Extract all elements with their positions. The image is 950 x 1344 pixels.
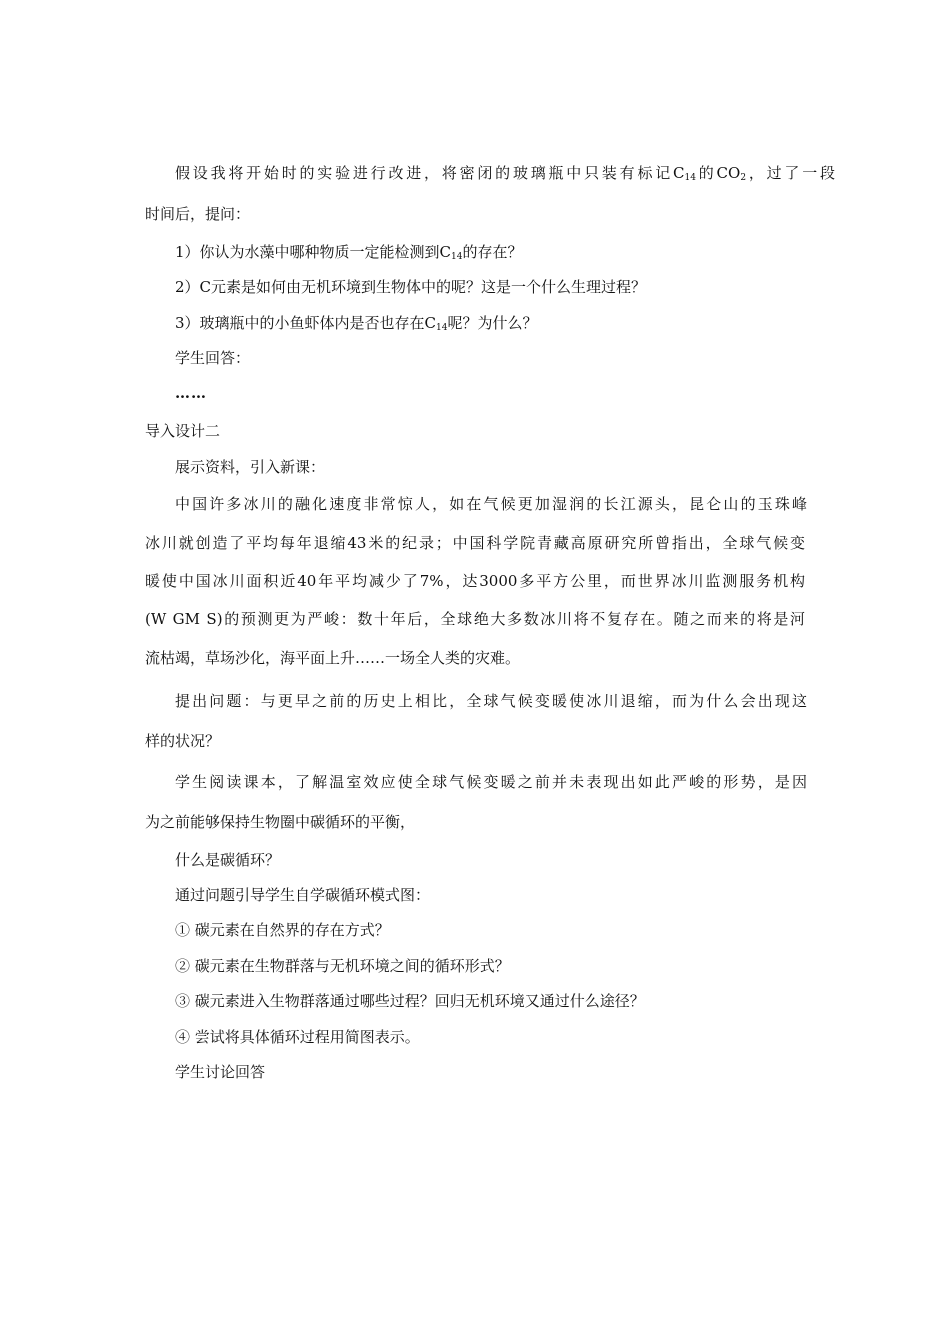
reading-paragraph-line-1: 学生阅读课本，了解温室效应使全球气候变暖之前并未表现出如此严峻的形势，是因 (175, 773, 807, 791)
glacier-paragraph-line-1: 中国许多冰川的融化速度非常惊人，如在气候更加湿润的长江源头，昆仑山的玉珠峰 (175, 495, 807, 513)
text-segment: 3）玻璃瓶中的小鱼虾体内是否也存在C (175, 314, 437, 332)
section-heading: 导入设计二 (145, 422, 221, 440)
text-segment: 的存在？ (462, 243, 523, 261)
glacier-paragraph-line-5: 流枯竭，草场沙化，海平面上升……一场全人类的灾难。 (145, 649, 521, 667)
text-segment: ，过了一段 (746, 164, 835, 182)
guide-item-1: ① 碳元素在自然界的存在方式？ (175, 921, 390, 939)
guide-item-4: ④ 尝试将具体循环过程用简图表示。 (175, 1028, 420, 1046)
text-segment: 1）你认为水藻中哪种物质一定能检测到C (175, 243, 452, 261)
question-paragraph-line-2: 样的状况？ (145, 732, 221, 750)
subscript: 14 (451, 252, 463, 262)
text-segment: 的CO (695, 164, 741, 182)
glacier-paragraph-line-2: 冰川就创造了平均每年退缩43米的纪录；中国科学院青藏高原研究所曾指出，全球气候变 (145, 534, 805, 552)
question-2: 2）C元素是如何由无机环境到生物体中的呢？这是一个什么生理过程？ (175, 278, 647, 296)
subscript: 2 (740, 173, 747, 183)
subscript: 14 (436, 323, 448, 333)
guide-line: 通过问题引导学生自学碳循环模式图： (175, 886, 431, 904)
ellipsis: …… (175, 384, 207, 402)
student-answer-label: 学生回答： (175, 349, 251, 367)
guide-item-3: ③ 碳元素进入生物群落通过哪些过程？回归无机环境又通过什么途径？ (175, 992, 645, 1010)
student-discussion: 学生讨论回答 (175, 1063, 266, 1081)
text-segment: 假设我将开始时的实验进行改进，将密闭的玻璃瓶中只装有标记C (175, 164, 685, 182)
show-material-line: 展示资料，引入新课： (175, 458, 326, 476)
glacier-paragraph-line-3: 暖使中国冰川面积近40年平均减少了7%，达3000多平方公里，而世界冰川监测服务机构 (145, 572, 805, 590)
paragraph-experiment-line-1 (175, 163, 835, 183)
question-3 (175, 313, 538, 333)
guide-item-2: ② 碳元素在生物群落与无机环境之间的循环形式？ (175, 957, 510, 975)
reading-paragraph-line-2: 为之前能够保持生物圈中碳循环的平衡， (145, 813, 416, 831)
text-segment: 呢？为什么？ (447, 314, 538, 332)
subscript: 14 (684, 173, 696, 183)
glacier-paragraph-line-4: (W GM S)的预测更为严峻：数十年后，全球绝大多数冰川将不复存在。随之而来的将是河 (145, 610, 805, 628)
paragraph-experiment-line-2: 时间后，提问： (145, 205, 251, 223)
question-1 (175, 242, 523, 262)
what-is-carbon-cycle: 什么是碳循环？ (175, 851, 281, 869)
question-paragraph-line-1: 提出问题：与更早之前的历史上相比，全球气候变暖使冰川退缩，而为什么会出现这 (175, 692, 807, 710)
